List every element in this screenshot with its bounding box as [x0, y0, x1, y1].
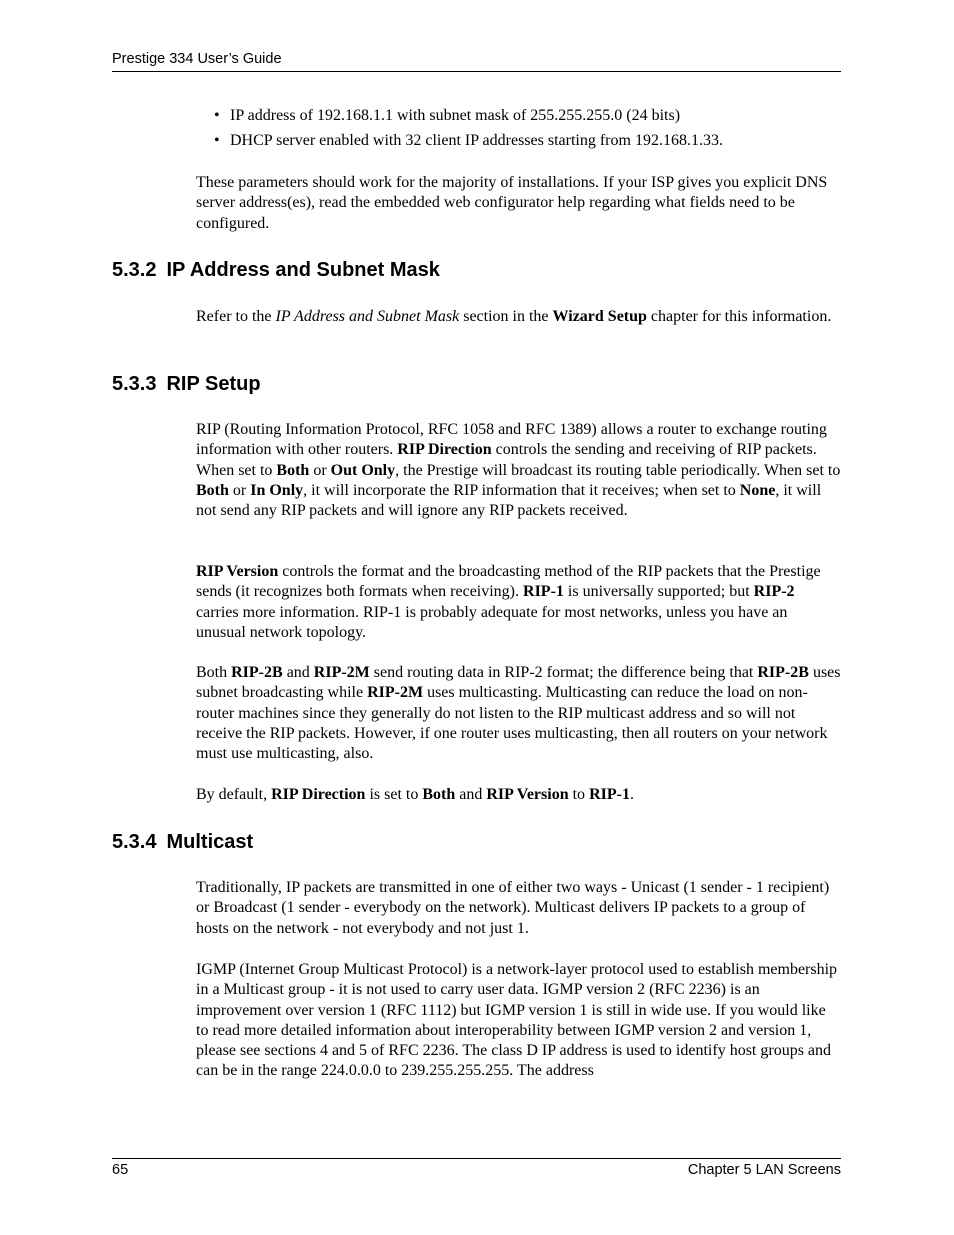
bold-run: RIP-2B — [757, 664, 809, 681]
text-run: controls the sending and receiving of RIP packets. When set to — [196, 441, 817, 479]
section-number: 5.3.4 — [112, 831, 157, 853]
bold-run: RIP-2 — [753, 583, 795, 601]
section-heading-5-3-4 — [112, 831, 253, 854]
ip-address-paragraph — [196, 307, 841, 327]
footer-rule — [112, 1158, 841, 1159]
text-run: RIP (Routing Information Protocol, RFC 1058 and RFC 1389) allows a router to exchange routing information with other routers. — [196, 421, 827, 459]
bold-run: RIP-2M — [313, 664, 370, 681]
text-run: is set to — [365, 786, 423, 803]
default-settings-list — [214, 106, 840, 156]
text-run: By default, — [196, 786, 272, 803]
section-number: 5.3.3 — [112, 373, 157, 395]
bold-run: Out Only — [330, 461, 396, 479]
text-run: . — [629, 786, 634, 803]
list-item: • DHCP server enabled with 32 client IP addresses starting from 192.168.1.33. — [214, 131, 840, 151]
bold-run: Both — [422, 786, 456, 803]
intro-paragraph: These parameters should work for the majority of installations. If your ISP gives you explicit DNS server address(es), read the embedded web configurator help regarding what fields need to be configured. — [196, 174, 828, 232]
bold-run: RIP Version — [196, 563, 279, 580]
bold-run: Wizard Setup — [552, 308, 647, 325]
header-rule — [112, 71, 841, 72]
text-run: uses subnet broadcasting while — [196, 664, 841, 702]
page-number: 65 — [112, 1162, 129, 1178]
igmp-paragraph: IGMP (Internet Group Multicast Protocol) is a network-layer protocol used to establish membership in a Multicast group - it is not used to carry user data. IGMP version 2 (RFC 2236) is an improvement over version 1 (RFC 1112) but IGMP version 1 is still in wide use. If you would like to read more detailed information about interoperability between IGMP version 2 and version 1, please see sections 4 and 5 of RFC 2236. The class D IP address is used to identify host groups and can be in the range 224.0.0.0 to 239.255.255.255. The address — [196, 961, 838, 1080]
text-run: to — [568, 786, 590, 803]
text-run: or — [309, 461, 331, 479]
text-run: and — [282, 664, 314, 681]
multicast-paragraph: Traditionally, IP packets are transmitted in one of either two ways - Unicast (1 sender - 1 recipient) or Broadcast (1 sender - everybody on the network). Multicast delivers IP packets to a group of hosts on the network - not everybody and not just 1. — [196, 879, 830, 937]
rip-version-paragraph — [196, 562, 841, 643]
bold-run: RIP Direction — [271, 786, 366, 803]
text-run: and — [455, 786, 487, 803]
section-title: IP Address and Subnet Mask — [166, 259, 440, 281]
text-run: controls the format and the broadcasting method of the RIP packets that the Prestige sends (it recognizes both formats when receiving). — [196, 563, 821, 601]
rip-default-paragraph — [196, 785, 841, 805]
section-title: RIP Setup — [166, 373, 261, 395]
text-run: uses multicasting. Multicasting can reduce the load on non-router machines since they generally do not listen to the RIP multicast address and so will not receive the RIP packets. However, if one router uses multicasting, then all routers on your network must use multicasting, also. — [196, 684, 828, 763]
italic-run: IP Address and Subnet Mask — [275, 308, 460, 325]
bold-run: RIP-1 — [523, 583, 564, 601]
bold-run: Both — [276, 461, 310, 479]
bold-run: None — [739, 481, 776, 499]
bold-run: Both — [196, 481, 229, 499]
section-heading-5-3-2 — [112, 259, 440, 282]
section-number: 5.3.2 — [112, 259, 157, 281]
bold-run: RIP Direction — [397, 441, 492, 459]
chapter-label: Chapter 5 LAN Screens — [687, 1162, 841, 1178]
bold-run: RIP-2B — [231, 664, 283, 681]
bold-run: In Only — [250, 481, 304, 499]
text-run: send routing data in RIP-2 format; the difference being that — [369, 664, 758, 681]
bold-run: RIP-2M — [367, 684, 424, 702]
text-run: Refer to the — [196, 308, 276, 325]
text-run: chapter for this information. — [646, 308, 832, 325]
text-run: , it will not send any RIP packets and will ignore any RIP packets received. — [196, 481, 822, 520]
bold-run: RIP-1 — [589, 786, 630, 803]
text-run: is universally supported; but — [563, 583, 754, 601]
text-run: section in the — [459, 308, 553, 325]
section-title: Multicast — [166, 831, 254, 853]
rip2-paragraph — [196, 663, 841, 764]
rip-direction-paragraph — [196, 420, 841, 521]
section-heading-5-3-3 — [112, 373, 261, 396]
running-header: Prestige 334 User’s Guide — [112, 51, 282, 67]
text-run: carries more information. RIP-1 is probably adequate for most networks, unless you have an unusual network topology. — [196, 603, 788, 641]
bold-run: RIP Version — [486, 786, 569, 803]
text-run: , the Prestige will broadcast its routing table periodically. When set to — [395, 461, 841, 479]
list-item: • IP address of 192.168.1.1 with subnet mask of 255.255.255.0 (24 bits) — [214, 106, 840, 126]
text-run: Both — [196, 664, 232, 681]
text-run: or — [228, 481, 251, 499]
text-run: , it will incorporate the RIP information that it receives; when set to — [303, 481, 740, 499]
